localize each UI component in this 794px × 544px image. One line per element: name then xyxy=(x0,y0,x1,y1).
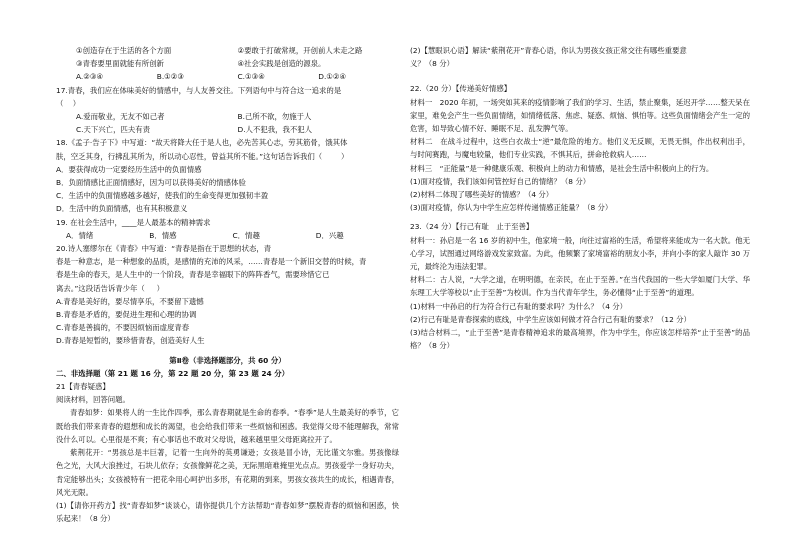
q16-item: ②要敢于打破常规，开创前人未走之路 xyxy=(237,46,363,55)
q17-option: C.天下兴亡，匹夫有责 xyxy=(76,125,151,135)
q18-option: A．要获得成功一定要经历生活中的负面情感 xyxy=(56,164,202,174)
q22-material-3: 材料三 “正能量”是一种健康乐观、积极向上的动力和情感，是社会生活中积极向上的行为。 xyxy=(410,163,714,173)
q23-title: 23.（24 分）【行己有耻 止于至善】 xyxy=(410,222,534,232)
q20-line: 离去。”这段话告诉青少年（ ） xyxy=(56,283,164,293)
q17-stem: 17.青春，我们应在体味美好的情感中，与人友善交往。下列语句中与符合这一追求的是 xyxy=(56,85,342,95)
q18-option: D．生活中的负面情感，也有其积极意义 xyxy=(56,204,188,214)
q16-items-row2 xyxy=(56,57,399,70)
q21-subquestion-2-line: 义？（8 分） xyxy=(410,59,455,69)
q23-question: (1)材料一中孙启的行为符合行己有耻的要求吗？为什么？（4 分） xyxy=(410,301,628,311)
q16-items-row1 xyxy=(56,44,399,57)
q16-option: D.①②④ xyxy=(318,72,347,82)
q20-line: 春是生命的春天，是人生中的一个阶段，青春是幸福眼下的阵阵香气，需要珍惜它已 xyxy=(56,270,330,280)
q16-item: ①创造存在于生活的各个方面 xyxy=(76,46,172,55)
q17-option: A.爱而敬业，无友不如己者 xyxy=(76,112,165,122)
right-column xyxy=(410,44,750,352)
q22-material-1: 材料一 2020 年初，一场突如其来的疫情影响了我们的学习、生活，禁止聚集，延迟开学……整天呆在家里，难免会产生一些负面情绪，如情绪低落、焦虑、疑惑、烦恼、惧怕等。这些负面情绪会产生一定的危害，如导致心情不好、睡眠不足、乱发脾气等。 xyxy=(410,97,750,134)
q16-option: C.①③④ xyxy=(237,72,265,82)
q20-option: D.青春是短暂的，要珍惜青春，创造美好人生 xyxy=(56,336,205,346)
q17-options-row2 xyxy=(56,123,399,136)
q22-question: (3)面对疫情，你认为中学生应怎样传递情感正能量？（8 分） xyxy=(410,203,613,213)
q19-option: B．情感 xyxy=(149,230,177,240)
q23-material-1: 材料一：孙启是一名 16 岁的初中生，他家境一般，向往过富裕的生活，希望将来能成为一名大款。他无心学习，试图通过网络游戏发家致富。为此，他频繁了家境富裕的朋友小李，并向小李的家人敲诈 30 万元，最终沦为违法犯罪。 xyxy=(410,235,750,272)
q16-options xyxy=(56,70,399,83)
q22-question: (1)面对疫情，我们该如何管控好自己的情绪？（8 分） xyxy=(410,176,591,186)
q16-item: ④社会实践是创造的源泉。 xyxy=(237,59,326,69)
q20-option: B.青春是矛盾的，要促进生理和心理的协调 xyxy=(56,310,197,320)
q21-title: 21【青春疑惑】 xyxy=(56,382,110,392)
q21-passage-2: 紫荆花开：“男孩总是丰巨著，记着一生向外的英勇谦逊；女孩是冒小诗，无比谨文尔雅。男孩像绿色之光，大风大浪挫过，石块儿依存；女孩像鲜花之美，无际黑暗难掩里光点点。男孩爱学一身好功夫，肯定能够出头；女孩被特有一把花伞用心呵护出多形，有花期的到来，男孩女孩共生的成长，相遇青春，风光无限。 xyxy=(56,448,399,497)
part2-title: 第Ⅱ卷（非选择题部分，共 60 分） xyxy=(169,355,286,365)
q22-question: (2)材料二体现了哪些美好的情感？（4 分） xyxy=(410,190,554,200)
section2-title: 二、非选择题（第 21 题 16 分，第 22 题 20 分，第 23 题 24 分） xyxy=(56,368,290,378)
q16-item: ③青春要里面就能有所创新 xyxy=(76,59,164,69)
q18-line: 肤，空乏其身，行拂乱其所为，所以动心忍性，曾益其所不能。”这句话告诉我们（ ） xyxy=(56,151,349,161)
q23-question: (2)行己有耻是青春探索的底线，中学生应该如何做才符合行己有耻的要求？（12 分） xyxy=(410,314,691,324)
q21-passage-1: 青春如梦：如果将人的一生比作四季，那么青春期就是生命的春季。“春季”是人生最美好的季节，它既给我们带来青春的遐想和成长的渴望，也会给我们带来一些烦恼和困惑。我觉得父母不能理解我，常常没什么可以。心里很是不爽；有心事话也不敢对父母说，越来越里里父母距离拉开了。 xyxy=(56,408,399,444)
q18-line: 18.《孟子·告子下》中写道：“故天将降大任于是人也，必先苦其心志，劳其筋骨，饿其体 xyxy=(56,138,348,148)
q21-subquestion-2-line: (2)【慧眼识心语】解读“紫荆花开”青春心语，你认为男孩女孩正常交往有哪些重要意 xyxy=(410,46,687,55)
q19-option: C．情趣 xyxy=(232,230,260,240)
q16-option: B.①②③ xyxy=(156,72,185,82)
left-column xyxy=(56,44,399,525)
q22-material-2: 材料二 在战斗过程中，这些白衣战士“逆”最危险的地方。他们义无反顾，无畏无惧，作出权利出手，与时间赛跑，与魔电较量，他们专业实践，不惧其后，拼命抢救病人…… xyxy=(410,137,750,160)
q21-subquestion-1: (1)【请你开药方】找“青春如梦”谈谈心，请你提供几个方法帮助“青春如梦”摆脱青春的烦恼和困惑，快乐起来！（8 分） xyxy=(56,500,399,524)
q20-option: C.青春是善搞的，不要因烦恼而虚度青春 xyxy=(56,323,190,333)
q20-option: A.青春是美好的，要尽情享乐，不要留下遗憾 xyxy=(56,296,204,306)
q19-options xyxy=(56,229,399,242)
q23-material-2: 材料二：古人说，“大学之道，在明明德，在亲民，在止于至善。”在当代我国的一些大学如厦门大学、华东理工大学等校以“止于至善”为校训。作为当代青年学生，务必懂得“止于至善”的道理。 xyxy=(410,275,750,298)
q19-stem: 19. 在社会生活中，____是人最基本的精神需求 xyxy=(56,217,211,227)
q21-intro: 阅读材料，回答问题。 xyxy=(56,395,130,405)
q17-option: B.己所不欲，勿施于人 xyxy=(237,112,312,122)
q20-line: 20.诗人塞缪尔在《青春》中写道：“青春是指在于思想的状态，青 xyxy=(56,244,272,254)
q16-option: A.②③④ xyxy=(76,72,104,82)
q23-question: (3)结合材料二，“止于至善”是青春精神追求的最高境界，作为中学生，你应该怎样培养“止于至善”的品格？（8 分） xyxy=(410,328,750,351)
q17-options-row1 xyxy=(56,110,399,123)
q19-option: D．兴趣 xyxy=(315,230,344,240)
q20-line: 春是一种意志，是一种想象的品质，是感情的充沛的风采，……青春是一个新旧交替的时候，青 xyxy=(56,257,367,267)
q18-option: B．负面情感比正面情感好，因为可以获得美好的情感体验 xyxy=(56,178,246,188)
q22-title: 22.（20 分）【传递美好情感】 xyxy=(410,84,512,94)
q17-paren: （ ） xyxy=(56,98,81,108)
q17-option: D.人不犯我，我不犯人 xyxy=(237,125,313,135)
q19-option: A．情绪 xyxy=(66,230,94,240)
q18-option: C．生活中的负面情感越多越好，使我们的生命变得更加强韧丰盈 xyxy=(56,191,269,201)
